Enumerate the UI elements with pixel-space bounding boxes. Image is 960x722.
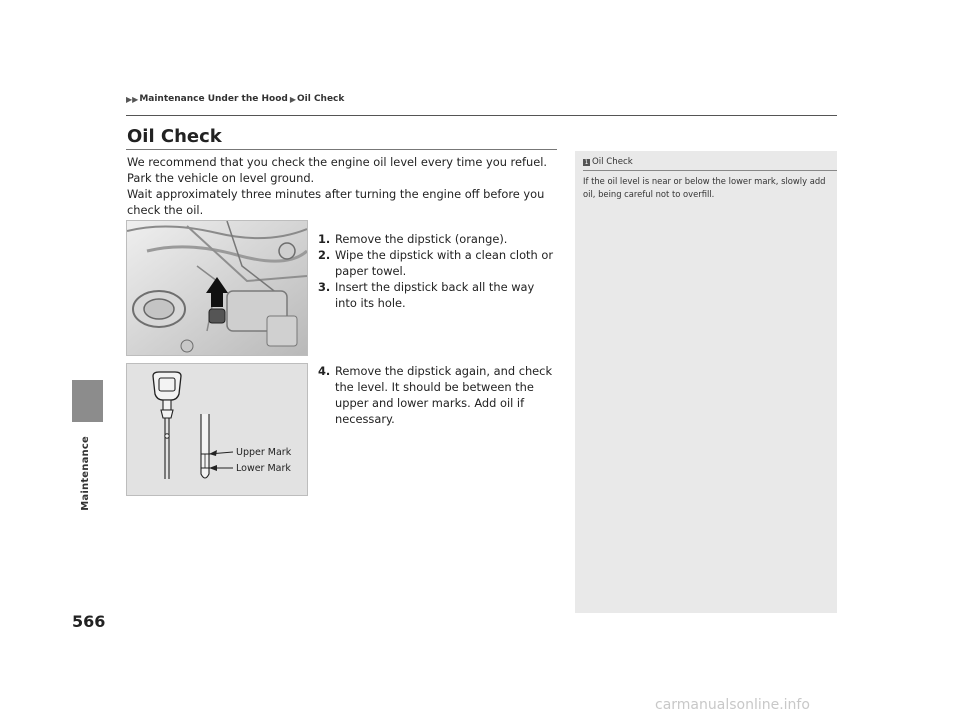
step-number: 2.: [318, 248, 331, 262]
note-title: Oil Check: [592, 157, 633, 167]
step-item: [318, 231, 558, 247]
header-divider: [126, 115, 837, 116]
step-text: Insert the dipstick back all the way into its hole.: [335, 280, 535, 310]
upper-mark-label: Upper Mark: [236, 447, 292, 458]
steps-list-2: [318, 363, 558, 427]
step-text: Remove the dipstick (orange).: [335, 232, 508, 246]
section-title: Oil Check: [127, 126, 222, 147]
page-number: 566: [72, 612, 106, 631]
step-item: [318, 363, 558, 427]
intro-paragraph: Park the vehicle on level ground.: [127, 171, 315, 185]
step-number: 4.: [318, 364, 331, 378]
breadcrumb-item-maintenance[interactable]: Maintenance Under the Hood: [139, 94, 288, 104]
engine-dipstick-figure: [126, 220, 308, 356]
note-text: If the oil level is near or below the lower mark, slowly add oil, being careful not to overfill.: [583, 176, 826, 199]
breadcrumb: [126, 94, 344, 104]
breadcrumb-arrow-icon: ▶▶: [126, 94, 139, 104]
engine-illustration: [127, 221, 307, 355]
intro-text: [127, 154, 559, 218]
step-item: [318, 247, 558, 279]
note-number-icon: 1: [584, 158, 589, 166]
breadcrumb-arrow-icon: ▶: [289, 94, 296, 104]
step-number: 1.: [318, 232, 331, 246]
step-text: Wipe the dipstick with a clean cloth or paper towel.: [335, 248, 554, 278]
note-divider: [583, 170, 837, 171]
watermark: carmanualsonline.info: [655, 697, 810, 713]
steps-list-1: [318, 231, 558, 311]
dipstick-level-figure: [126, 363, 308, 496]
lower-mark-label: Lower Mark: [236, 463, 291, 474]
chapter-label: Maintenance: [80, 436, 91, 511]
intro-paragraph: We recommend that you check the engine oil level every time you refuel.: [127, 155, 548, 169]
breadcrumb-item-oil-check[interactable]: Oil Check: [296, 94, 345, 104]
note-sidebar: [575, 151, 837, 613]
title-divider: [126, 149, 557, 150]
step-text: Remove the dipstick again, and check the level. It should be between the upper and lower marks. Add oil if necessary.: [335, 364, 553, 426]
step-number: 3.: [318, 280, 331, 294]
note-header: [583, 157, 633, 167]
dipstick-illustration: [127, 364, 307, 495]
chapter-tab: [72, 380, 103, 422]
intro-paragraph: Wait approximately three minutes after turning the engine off before you check the oil.: [127, 187, 545, 217]
step-item: [318, 279, 558, 311]
